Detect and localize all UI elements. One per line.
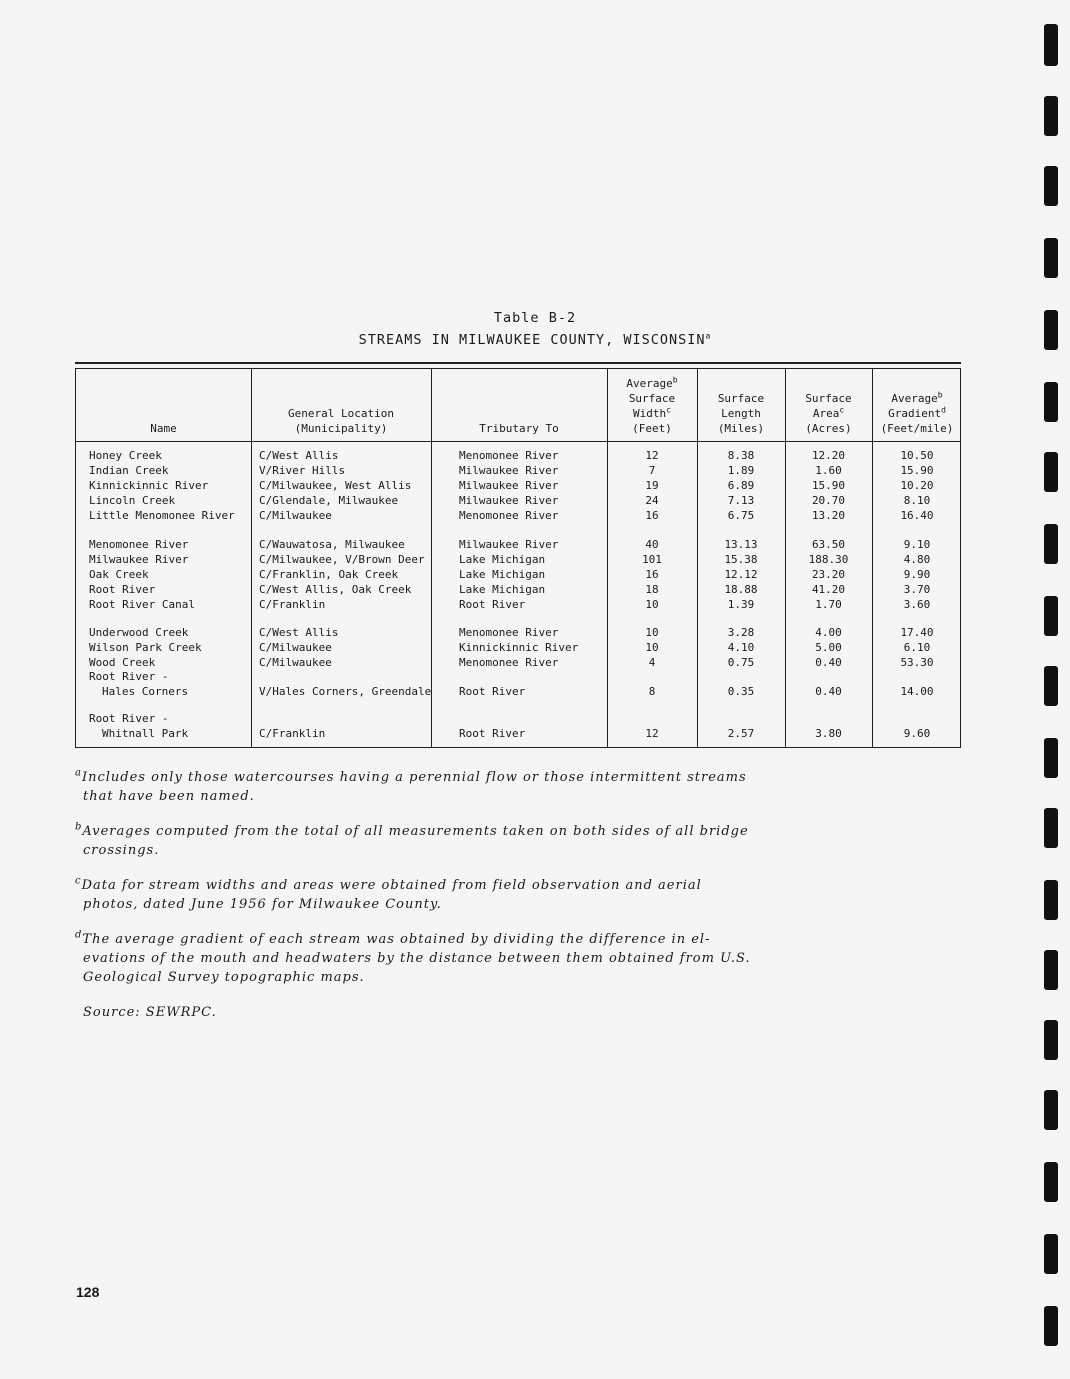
table-cell-area: 3.80 <box>815 727 842 740</box>
table-cell-location: C/Milwaukee <box>259 641 332 654</box>
header-gradient: Average$^b$ Gradient$^d$ (Feet/mile) <box>880 390 954 435</box>
table-cell-gradient: 9.10 <box>903 538 931 551</box>
table-cell-length: 1.39 <box>727 598 755 611</box>
table-cell-width: 10 <box>645 641 659 654</box>
table-cell-tributary: Milwaukee River <box>459 538 559 551</box>
table-cell-location: C/Milwaukee <box>259 509 332 522</box>
table-cell-length: 4.10 <box>727 641 755 654</box>
table-cell-gradient: 3.70 <box>903 583 931 596</box>
table-cell-name-continued: Whitnall Park <box>102 727 189 740</box>
table-cell-tributary: Milwaukee River <box>459 479 559 492</box>
table-cell-length: 7.13 <box>727 494 755 507</box>
table-cell-length: 6.75 <box>727 509 755 522</box>
table-cell-length: 8.38 <box>727 449 755 462</box>
header-width: Average$^b$ Surface Width$^c$ (Feet) <box>626 375 678 435</box>
footnotes <box>75 768 765 1022</box>
header-length: Surface Length (Miles) <box>717 392 765 435</box>
table-cell-name: Milwaukee River <box>89 553 189 566</box>
footnote-d: $^d$The average gradient of each stream was obtained by dividing the difference in el- evations of the mouth and headwaters by the distance between them obtained from U.S. Geological Survey topographic maps. <box>75 929 751 985</box>
table-cell-name-continued: Hales Corners <box>102 685 189 698</box>
source-line: Source: SEWRPC. <box>83 1005 217 1020</box>
table-cell-width: 8 <box>648 685 656 698</box>
table-cell-area: 4.00 <box>815 626 842 639</box>
table-cell-area: 13.20 <box>811 509 846 522</box>
table-cell-location: C/Franklin, Oak Creek <box>259 568 399 581</box>
table-cell-width: 12 <box>645 727 659 740</box>
table-cell-tributary: Root River <box>459 598 526 611</box>
table-cell-gradient: 9.60 <box>903 727 931 740</box>
table-cell-gradient: 9.90 <box>903 568 931 581</box>
table-cell-gradient: 8.10 <box>903 494 931 507</box>
table-cell-length: 18.88 <box>724 583 758 596</box>
footnote-a: $^a$Includes only those watercourses having a perennial flow or those intermittent streams that have been named. <box>75 767 747 804</box>
table-cell-area: 1.60 <box>815 464 842 477</box>
table-cell-name: Kinnickinnic River <box>89 479 209 492</box>
table-cell-name: Menomonee River <box>89 538 189 551</box>
table-cell-tributary: Milwaukee River <box>459 494 559 507</box>
table-cell-width: 40 <box>645 538 659 551</box>
table-cell-location: V/River Hills <box>259 464 346 477</box>
table-cell-width: 10 <box>645 626 659 639</box>
table-cell-length: 13.13 <box>724 538 758 551</box>
table-cell-name: Wilson Park Creek <box>89 641 202 654</box>
table-cell-area: 188.30 <box>808 553 849 566</box>
table-cell-area: 1.70 <box>815 598 842 611</box>
table-cell-tributary: Lake Michigan <box>459 553 546 566</box>
table-cell-location: C/Milwaukee, West Allis <box>259 479 412 492</box>
table-cell-name: Indian Creek <box>89 464 169 477</box>
table-cell-tributary: Lake Michigan <box>459 583 546 596</box>
table-cell-area: 0.40 <box>815 685 842 698</box>
header-tributary: Tributary To <box>479 422 559 435</box>
table-cell-length: 0.35 <box>727 685 755 698</box>
table-cell-name: Wood Creek <box>89 656 156 669</box>
table-cell-area: 63.50 <box>811 538 846 551</box>
streams-table <box>75 368 961 748</box>
table-cell-gradient: 10.20 <box>900 479 934 492</box>
table-cell-width: 16 <box>645 509 659 522</box>
table-cell-width: 19 <box>645 479 659 492</box>
table-cell-name: Lincoln Creek <box>89 494 176 507</box>
table-cell-name: Honey Creek <box>89 449 162 462</box>
table-cell-gradient: 15.90 <box>900 464 934 477</box>
table-cell-tributary: Menomonee River <box>459 449 559 462</box>
table-cell-name: Root River - <box>89 712 169 725</box>
table-cell-location: C/West Allis, Oak Creek <box>259 583 412 596</box>
table-cell-area: 23.20 <box>811 568 846 581</box>
table-cell-area: 20.70 <box>811 494 846 507</box>
table-cell-area: 12.20 <box>811 449 846 462</box>
table-cell-tributary: Kinnickinnic River <box>459 641 579 654</box>
page-number: 128 <box>76 1284 100 1300</box>
table-cell-width: 24 <box>645 494 659 507</box>
table-cell-length: 15.38 <box>724 553 758 566</box>
table-title: Table B-2 <box>493 310 577 326</box>
table-cell-tributary: Menomonee River <box>459 656 559 669</box>
table-cell-name: Root River - <box>89 670 169 683</box>
table-cell-width: 16 <box>645 568 659 581</box>
table-cell-gradient: 10.50 <box>900 449 934 462</box>
table-cell-width: 101 <box>642 553 662 566</box>
table-cell-location: C/Wauwatosa, Milwaukee <box>259 538 405 551</box>
table-cell-width: 18 <box>645 583 659 596</box>
table-cell-area: 5.00 <box>815 641 842 654</box>
table-cell-name: Little Menomonee River <box>89 509 235 522</box>
table-cell-location: C/Milwaukee <box>259 656 332 669</box>
table-cell-tributary: Menomonee River <box>459 626 559 639</box>
table-cell-width: 4 <box>648 656 656 669</box>
table-cell-width: 10 <box>645 598 659 611</box>
table-cell-length: 12.12 <box>724 568 758 581</box>
table-cell-length: 2.57 <box>727 727 755 740</box>
table-cell-length: 0.75 <box>727 656 755 669</box>
table-cell-area: 15.90 <box>811 479 846 492</box>
header-name: Name <box>150 422 177 435</box>
table-cell-tributary: Root River <box>459 685 526 698</box>
table-cell-gradient: 17.40 <box>900 626 934 639</box>
table-cell-length: 6.89 <box>727 479 755 492</box>
table-cell-tributary: Lake Michigan <box>459 568 546 581</box>
table-cell-length: 1.89 <box>727 464 755 477</box>
table-cell-gradient: 4.80 <box>903 553 931 566</box>
table-subtitle: STREAMS IN MILWAUKEE COUNTY, WISCONSIN$^a$ <box>358 331 712 348</box>
footnote-c: $^c$Data for stream widths and areas were obtained from field observation and aerial photos, dated June 1956 for Milwaukee County. <box>75 875 702 912</box>
table-cell-location: C/Franklin <box>259 598 326 611</box>
table-cell-name: Root River <box>89 583 156 596</box>
table-cell-location: C/West Allis <box>259 449 339 462</box>
table-cell-location: C/West Allis <box>259 626 339 639</box>
table-cell-gradient: 16.40 <box>900 509 934 522</box>
table-cell-gradient: 14.00 <box>900 685 934 698</box>
top-rule <box>75 362 961 364</box>
table-cell-location: C/Glendale, Milwaukee <box>259 494 399 507</box>
footnote-b: $^b$Averages computed from the total of all measurements taken on both sides of all bridge crossings. <box>75 821 749 858</box>
table-cell-location: V/Hales Corners, Greendale <box>259 685 432 698</box>
header-area: Surface Area$^c$ (Acres) <box>805 392 852 435</box>
table-cell-area: 0.40 <box>815 656 842 669</box>
table-cell-location: C/Franklin <box>259 727 326 740</box>
table-cell-gradient: 53.30 <box>900 656 934 669</box>
table-cell-tributary: Menomonee River <box>459 509 559 522</box>
table-cell-length: 3.28 <box>727 626 755 639</box>
table-cell-location: C/Milwaukee, V/Brown Deer <box>259 553 425 566</box>
table-cell-gradient: 3.60 <box>903 598 931 611</box>
table-cell-width: 12 <box>645 449 659 462</box>
header-location: General Location (Municipality) <box>288 407 394 435</box>
table-cell-area: 41.20 <box>811 583 846 596</box>
table-cell-name: Oak Creek <box>89 568 149 581</box>
table-cell-tributary: Milwaukee River <box>459 464 559 477</box>
table-cell-width: 7 <box>648 464 656 477</box>
table-cell-name: Root River Canal <box>89 598 195 611</box>
table-cell-tributary: Root River <box>459 727 526 740</box>
table-cell-name: Underwood Creek <box>89 626 189 639</box>
table-cell-gradient: 6.10 <box>903 641 931 654</box>
